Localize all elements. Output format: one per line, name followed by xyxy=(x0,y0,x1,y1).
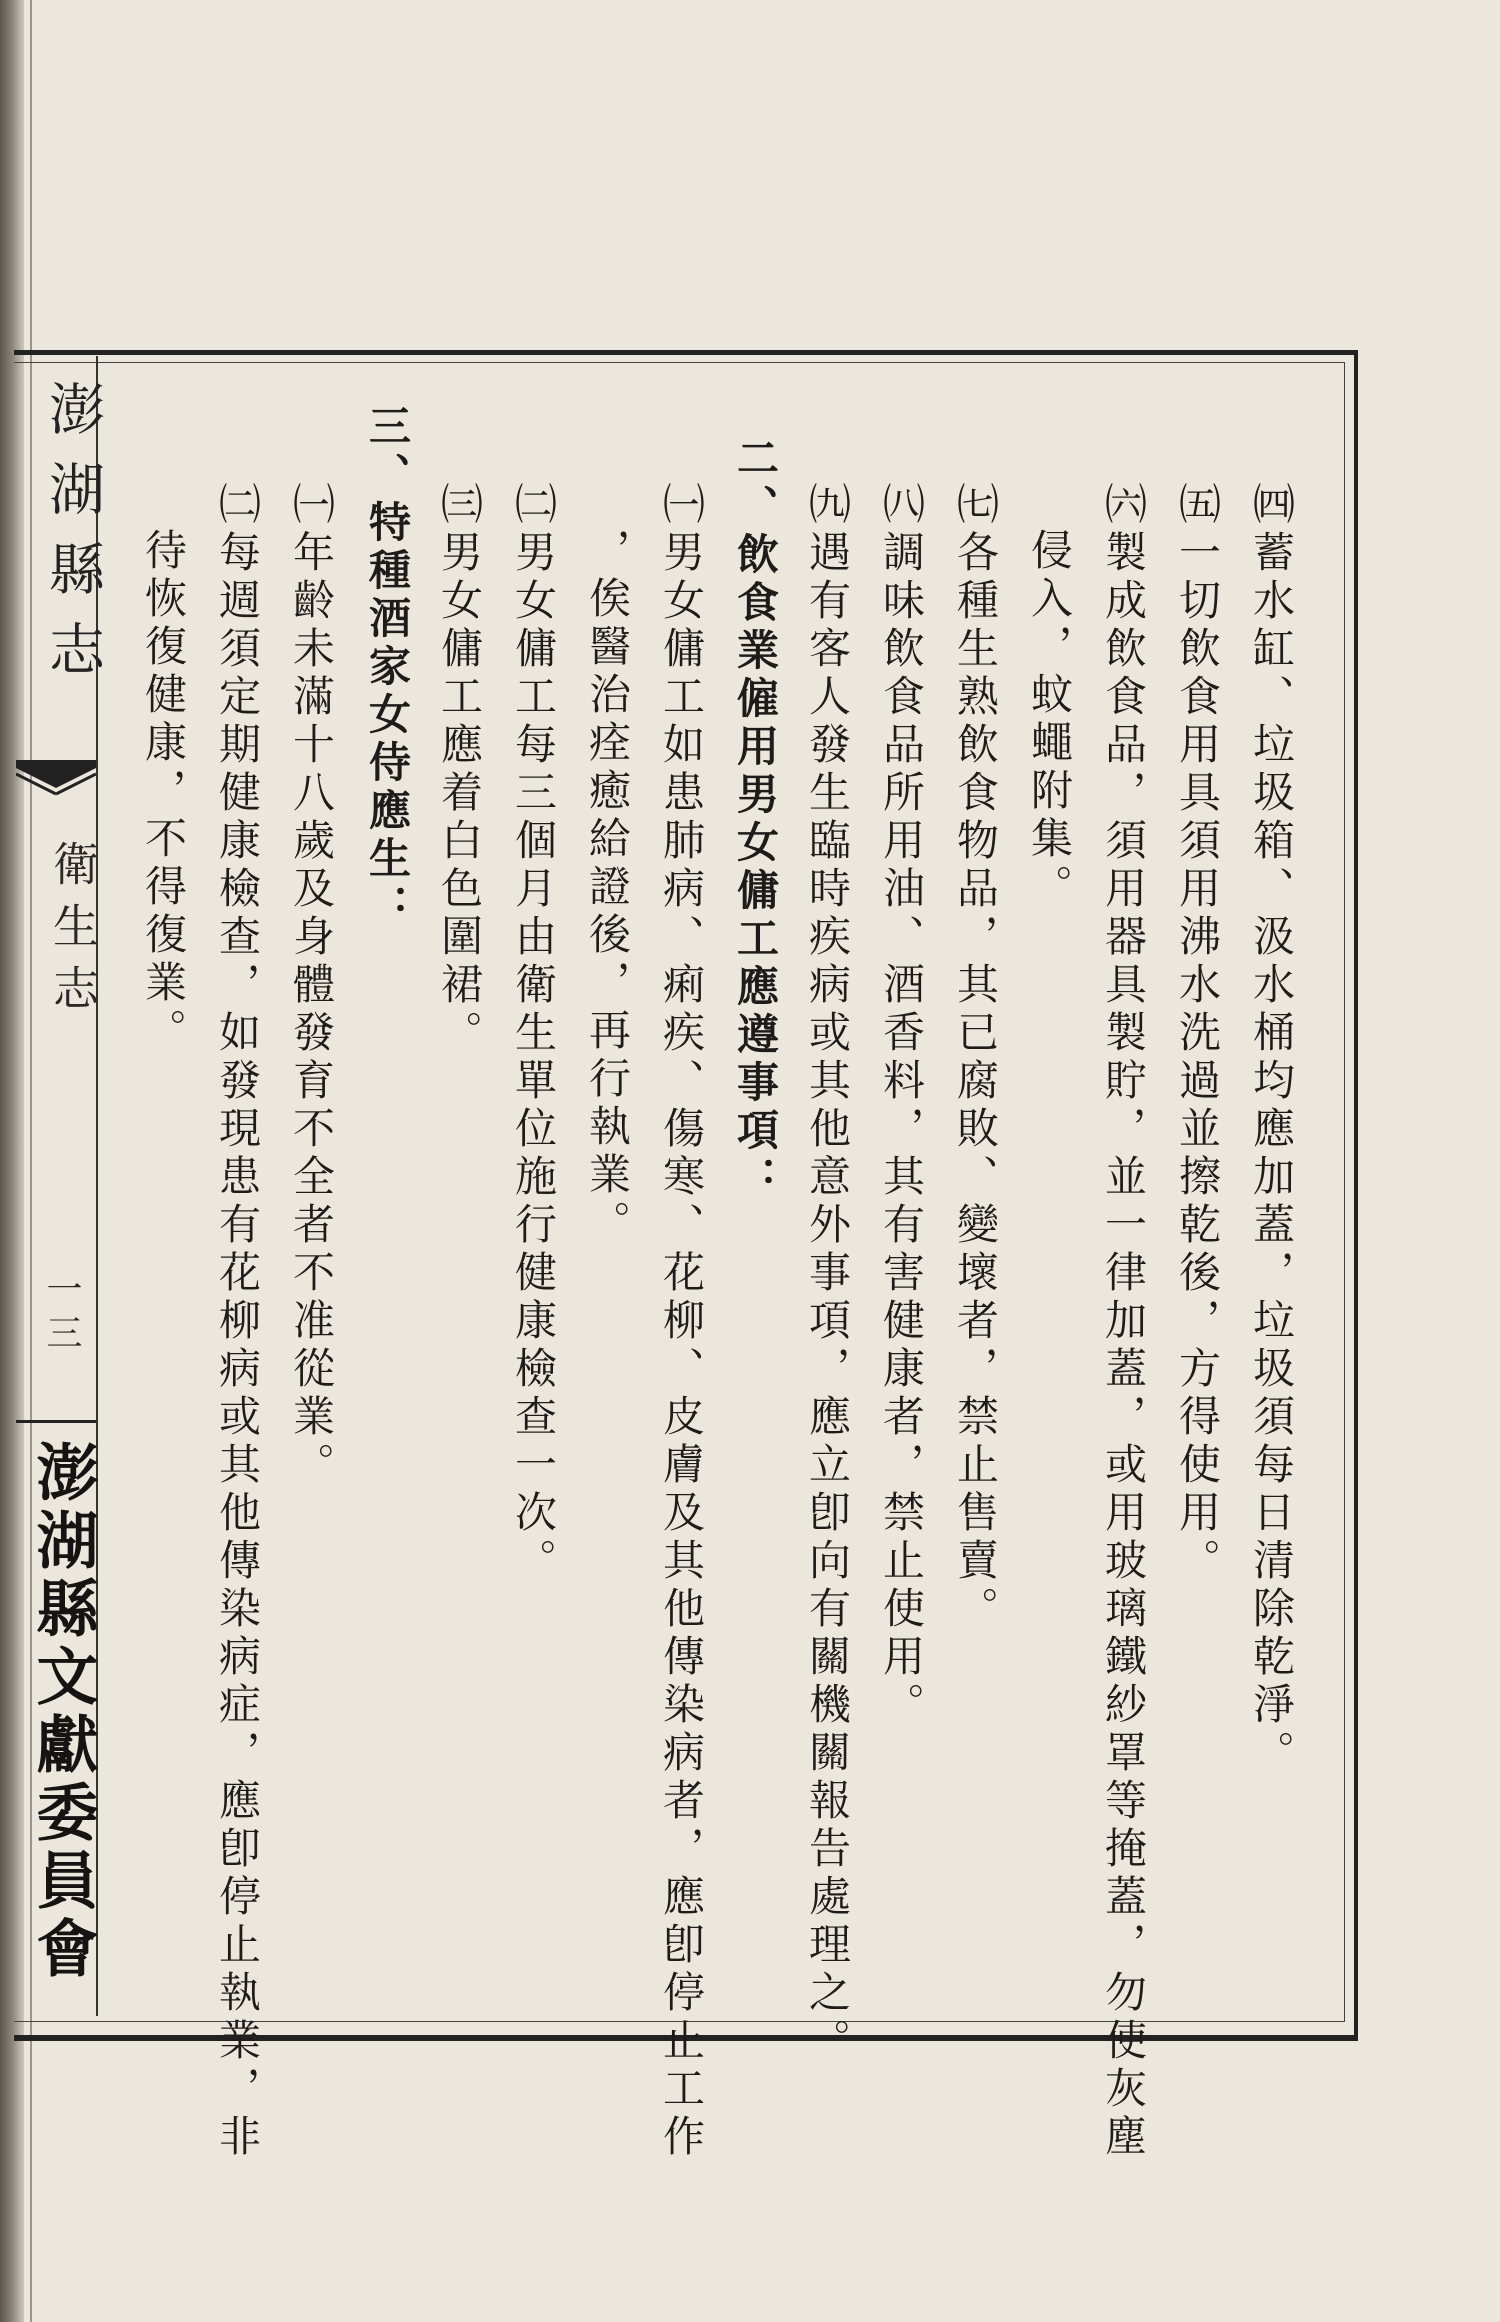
text-column: ㈨遇有客人發生臨時疾病或其他意外事項，應立卽向有關機關報告處理之。 xyxy=(803,482,852,2066)
text-column: ㈠年齡未滿十八歲及身體發育不全者不准從業。 xyxy=(287,482,336,1490)
text-column: ㈢男女傭工應着白色圍裙。 xyxy=(435,482,484,1058)
text-column: ㈣蓄水缸、垃圾箱、汲水桶均應加蓋，垃圾須每日清除乾淨。 xyxy=(1247,482,1296,1778)
section-heading: 二、飲食業僱用男女傭工應遵事項： xyxy=(731,436,780,1204)
text-column: ㈥製成飲食品，須用器具製貯，並一律加蓋，或用玻璃鐵紗罩等掩蓋，勿使灰塵 xyxy=(1099,482,1148,2162)
text-column: ㈤一切飲食用具須用沸水洗過並擦乾後，方得使用。 xyxy=(1173,482,1222,1586)
text-column: ㈡男女傭工每三個月由衛生單位施行健康檢查一次。 xyxy=(509,482,558,1586)
text-column: ㈠男女傭工如患肺病、痢疾、傷寒、花柳、皮膚及其他傳染病者，應卽停止工作 xyxy=(657,482,706,2162)
section-heading: 三、特種酒家女侍應生： xyxy=(363,404,412,932)
margin-divider xyxy=(16,1420,96,1423)
text-column: 待恢復健康，不得復業。 xyxy=(139,528,188,1056)
text-column: ，俟醫治痊癒給證後，再行執業。 xyxy=(583,528,632,1248)
publisher-name: 澎湖縣文獻委員會 xyxy=(26,1440,99,1984)
text-column: ㈧調味飲食品所用油、酒香料，其有害健康者，禁止使用。 xyxy=(877,482,926,1730)
text-column: 侵入，蚊蠅附集。 xyxy=(1025,528,1074,912)
section-title: 衛生志 xyxy=(46,840,100,1026)
fishtail-mark-icon xyxy=(16,760,96,820)
text-column: ㈦各種生熟飲食物品，其已腐敗、變壞者，禁止售賣。 xyxy=(951,482,1000,1634)
text-column: ㈡每週須定期健康檢查，如發現患有花柳病或其他傳染病症，應卽停止執業，非 xyxy=(213,482,262,2162)
page-number: 一三 xyxy=(41,1270,82,1358)
county-title: 澎湖縣志 xyxy=(40,380,105,700)
